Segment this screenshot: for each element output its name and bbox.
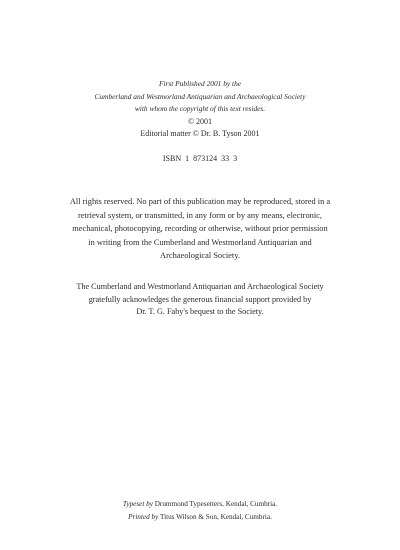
printer-credits bbox=[20, 498, 380, 523]
acknowledgement bbox=[20, 281, 380, 319]
rights-statement bbox=[20, 195, 380, 263]
acknowledgement-line: Dr. T. G. Fahy's bequest to the Society. bbox=[136, 307, 264, 316]
printed-label: Printed by bbox=[128, 512, 159, 521]
copyright-holder-line: with whom the copyright of this text resides. bbox=[134, 104, 266, 113]
printed-credit bbox=[20, 511, 380, 524]
rights-line: mechanical, photocopying, recording or otherwise, without prior permission bbox=[72, 224, 328, 233]
rights-line: Archaeological Society. bbox=[160, 251, 240, 260]
copyright-year: © 2001 bbox=[187, 116, 213, 126]
publication-info bbox=[20, 78, 380, 141]
isbn: ISBN 1 873124 33 3 bbox=[162, 154, 238, 163]
rights-line: All rights reserved. No part of this publication may be reproduced, stored in a bbox=[69, 197, 331, 206]
typeset-label: Typeset by bbox=[122, 500, 153, 508]
rights-line: in writing from the Cumberland and Westmorland Antiquarian and bbox=[88, 237, 312, 247]
typesetter-name: Drummond Typesetters, Kendal, Cumbria. bbox=[154, 500, 278, 508]
first-published-line: First Published 2001 by the bbox=[158, 79, 242, 88]
printer-name: Titus Wilson & Son, Kendal, Cumbria. bbox=[159, 512, 272, 521]
publisher-name: Cumberland and Westmorland Antiquarian and Archaeological Society bbox=[94, 91, 306, 101]
rights-line: retrieval system, or transmitted, in any form or by any means, electronic, bbox=[78, 210, 322, 220]
acknowledgement-line: The Cumberland and Westmorland Antiquarian and Archaeological Society bbox=[76, 282, 324, 291]
editorial-copyright: Editorial matter © Dr. B. Tyson 2001 bbox=[140, 129, 260, 138]
acknowledgement-line: gratefully acknowledges the generous financial support provided by bbox=[88, 294, 312, 304]
typeset-credit bbox=[20, 498, 380, 511]
